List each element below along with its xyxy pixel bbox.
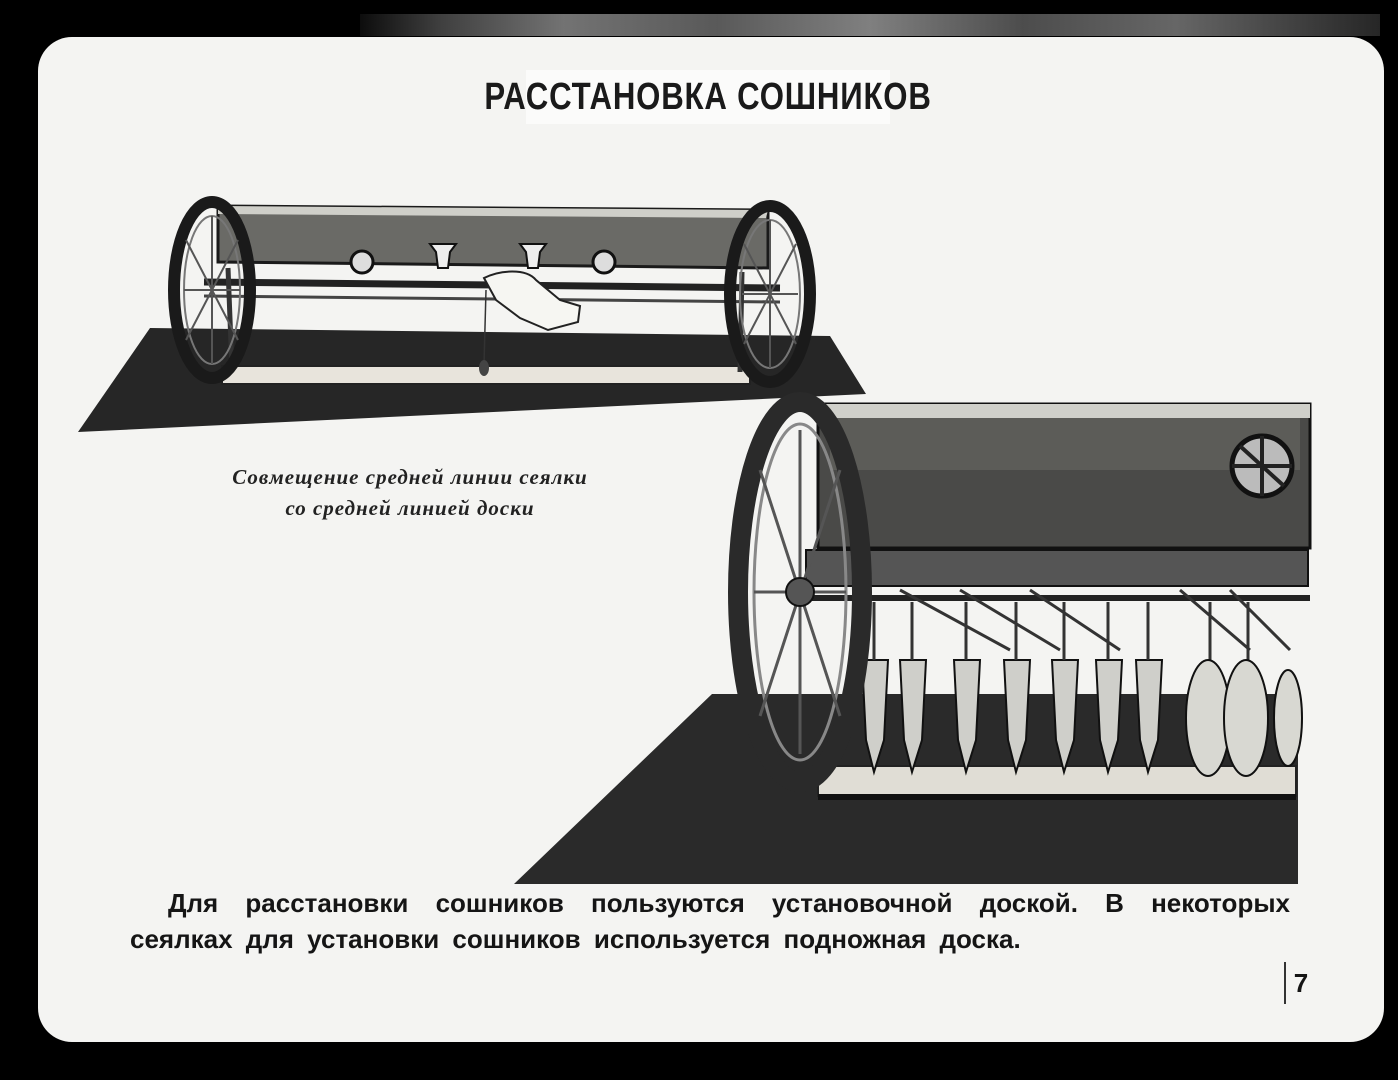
lower-board [818,766,1296,796]
page-title: РАССТАНОВКА СОШНИКОВ [526,70,890,124]
body-text [130,885,1290,957]
body-text-line-1: Для расстановки сошников пользуются установочной доской. В некоторых [168,888,1290,918]
caption-line-2: со средней линией доски [285,496,535,520]
caption-line-1: Совмещение средней линии сеялки [232,465,588,489]
hand [484,272,580,331]
page-number: 7 [1284,962,1316,1004]
upper-left-wheel [174,202,250,378]
lower-wheel [738,402,862,782]
lower-seeder-illustration [514,402,1310,884]
upper-seeder-illustration [78,202,866,432]
body-text-line-2: сеялках для установки сошников используется подножная доска. [130,924,1021,954]
upper-right-wheel [730,206,810,382]
illustration-caption [190,462,630,524]
